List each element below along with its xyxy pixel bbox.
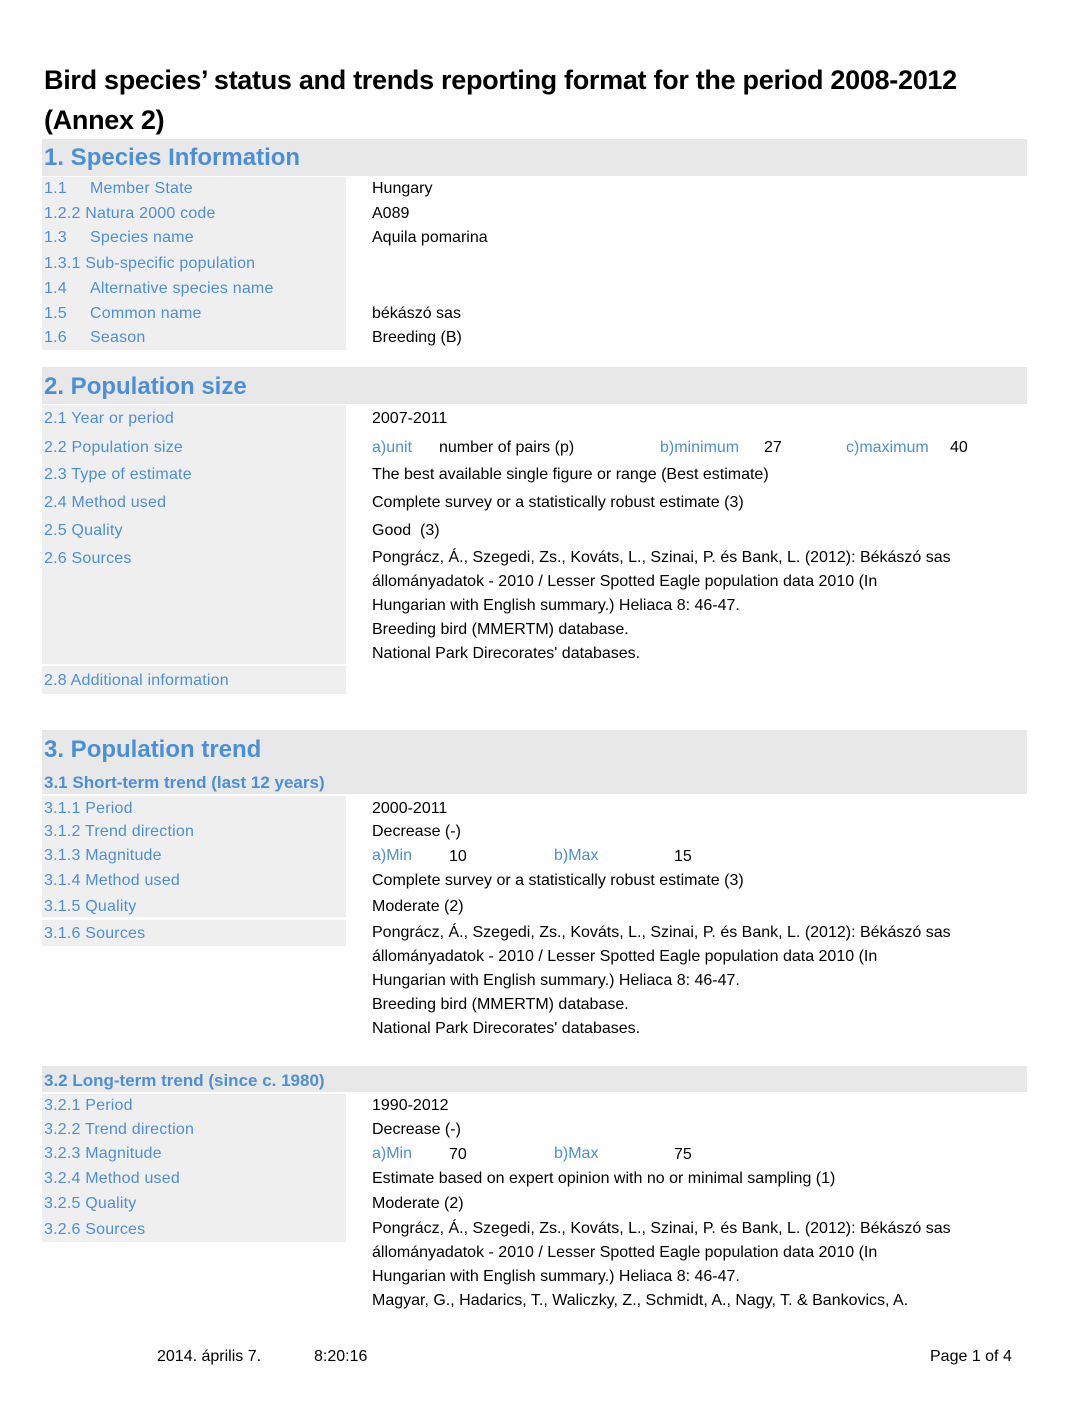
minimum-value: 27 (764, 439, 782, 456)
field-label-species-name: 1.3 Species name (44, 229, 194, 246)
field-value-long-method-used: Estimate based on expert opinion with no or minimal sampling (1) (372, 1170, 836, 1187)
field-value-type-of-estimate: The best available single figure or range (Best estimate) (372, 466, 769, 483)
field-value-long-trend-direction: Decrease (-) (372, 1121, 461, 1138)
short-max-label: b)Max (554, 847, 599, 864)
section-2-heading: 2. Population size (44, 373, 247, 400)
title-line-1: Bird species’ status and trends reporting format for the period 2008-2012 (44, 65, 957, 95)
source-line: Pongrácz, Á., Szegedi, Zs., Kováts, L., Szinai, P. és Bank, L. (2012): Békászó sas (372, 924, 951, 941)
source-line: Breeding bird (MMERTM) database. (372, 621, 629, 638)
field-label-natura-code: 1.2.2 Natura 2000 code (44, 205, 216, 222)
field-label-method-used: 2.4 Method used (44, 494, 167, 511)
long-term-trend-heading: 3.2 Long-term trend (since c. 1980) (44, 1071, 325, 1090)
field-value-season: Breeding (B) (372, 329, 462, 346)
field-label-additional-information: 2.8 Additional information (44, 672, 229, 689)
source-line: Hungarian with English summary.) Heliaca 8: 46-47. (372, 1268, 740, 1285)
field-label-population-size: 2.2 Population size (44, 439, 184, 456)
section-1-heading: 1. Species Information (44, 144, 301, 171)
field-label-sources: 2.6 Sources (44, 550, 132, 567)
short-sources-list (372, 921, 1012, 1041)
short-max-value: 15 (674, 848, 692, 865)
minimum-label: b)minimum (660, 439, 740, 456)
source-line: National Park Direcorates' databases. (372, 645, 641, 662)
field-label-short-trend-direction: 3.1.2 Trend direction (44, 823, 195, 840)
unit-value: number of pairs (p) (439, 439, 575, 456)
field-value-short-quality: Moderate (2) (372, 898, 464, 915)
field-label-common-name: 1.5 Common name (44, 305, 202, 322)
field-value-quality: Good (3) (372, 522, 440, 539)
source-line: Hungarian with English summary.) Heliaca 8: 46-47. (372, 597, 740, 614)
field-value-long-period: 1990-2012 (372, 1097, 449, 1114)
long-min-label: a)Min (372, 1145, 413, 1162)
source-line: Magyar, G., Hadarics, T., Waliczky, Z., Schmidt, A., Nagy, T. & Bankovics, A. (372, 1292, 909, 1309)
long-sources-list (372, 1217, 1012, 1313)
field-label-long-period: 3.2.1 Period (44, 1097, 133, 1114)
maximum-value: 40 (950, 439, 968, 456)
field-label-member-state: 1.1 Member State (44, 180, 193, 197)
source-line: állományadatok - 2010 / Lesser Spotted Eagle population data 2010 (In (372, 1244, 878, 1261)
source-line: Pongrácz, Á., Szegedi, Zs., Kováts, L., Szinai, P. és Bank, L. (2012): Békászó sas (372, 549, 951, 566)
field-label-year-period: 2.1 Year or period (44, 410, 174, 427)
short-min-value: 10 (449, 848, 467, 865)
field-label-long-quality: 3.2.5 Quality (44, 1195, 137, 1212)
long-term-label-column (42, 1094, 346, 1242)
field-label-short-magnitude: 3.1.3 Magnitude (44, 847, 162, 864)
document-title (44, 60, 1044, 140)
field-label-short-period: 3.1.1 Period (44, 800, 133, 817)
source-line: Pongrácz, Á., Szegedi, Zs., Kováts, L., Szinai, P. és Bank, L. (2012): Békászó sas (372, 1220, 951, 1237)
source-line: állományadatok - 2010 / Lesser Spotted Eagle population data 2010 (In (372, 573, 878, 590)
field-label-alternative-name: 1.4 Alternative species name (44, 280, 274, 297)
field-value-natura-code: A089 (372, 205, 410, 222)
field-value-short-method-used: Complete survey or a statistically robust estimate (3) (372, 872, 744, 889)
field-value-common-name: békászó sas (372, 305, 461, 322)
long-min-value: 70 (449, 1146, 467, 1163)
field-label-short-method-used: 3.1.4 Method used (44, 872, 180, 889)
title-line-2: (Annex 2) (44, 105, 165, 135)
field-label-type-of-estimate: 2.3 Type of estimate (44, 466, 192, 483)
footer-date: 2014. április 7. (157, 1348, 262, 1365)
field-label-short-quality: 3.1.5 Quality (44, 898, 137, 915)
field-value-short-period: 2000-2011 (372, 800, 448, 817)
field-label-short-sources: 3.1.6 Sources (44, 925, 146, 942)
sources-list (372, 546, 1012, 666)
source-line: állományadatok - 2010 / Lesser Spotted Eagle population data 2010 (In (372, 948, 878, 965)
field-label-long-magnitude: 3.2.3 Magnitude (44, 1145, 162, 1162)
field-value-year-period: 2007-2011 (372, 410, 448, 427)
field-value-species-name: Aquila pomarina (372, 229, 488, 246)
field-value-short-trend-direction: Decrease (-) (372, 823, 461, 840)
footer-page-number: Page 1 of 4 (930, 1348, 1012, 1365)
short-term-trend-heading: 3.1 Short-term trend (last 12 years) (44, 773, 325, 792)
field-label-season: 1.6 Season (44, 329, 146, 346)
section-3-heading: 3. Population trend (44, 736, 262, 763)
field-label-long-trend-direction: 3.2.2 Trend direction (44, 1121, 195, 1138)
long-max-value: 75 (674, 1146, 692, 1163)
field-label-long-method-used: 3.2.4 Method used (44, 1170, 180, 1187)
unit-label: a)unit (372, 439, 413, 456)
field-label-long-sources: 3.2.6 Sources (44, 1221, 146, 1238)
short-min-label: a)Min (372, 847, 413, 864)
field-value-member-state: Hungary (372, 180, 433, 197)
maximum-label: c)maximum (846, 439, 929, 456)
field-value-method-used: Complete survey or a statistically robust estimate (3) (372, 494, 744, 511)
field-label-sub-specific-population: 1.3.1 Sub-specific population (44, 255, 256, 272)
field-value-long-quality: Moderate (2) (372, 1195, 464, 1212)
source-line: Hungarian with English summary.) Heliaca 8: 46-47. (372, 972, 740, 989)
source-line: Breeding bird (MMERTM) database. (372, 996, 629, 1013)
footer-time: 8:20:16 (314, 1348, 368, 1365)
source-line: National Park Direcorates' databases. (372, 1020, 641, 1037)
field-label-quality: 2.5 Quality (44, 522, 123, 539)
long-max-label: b)Max (554, 1145, 599, 1162)
